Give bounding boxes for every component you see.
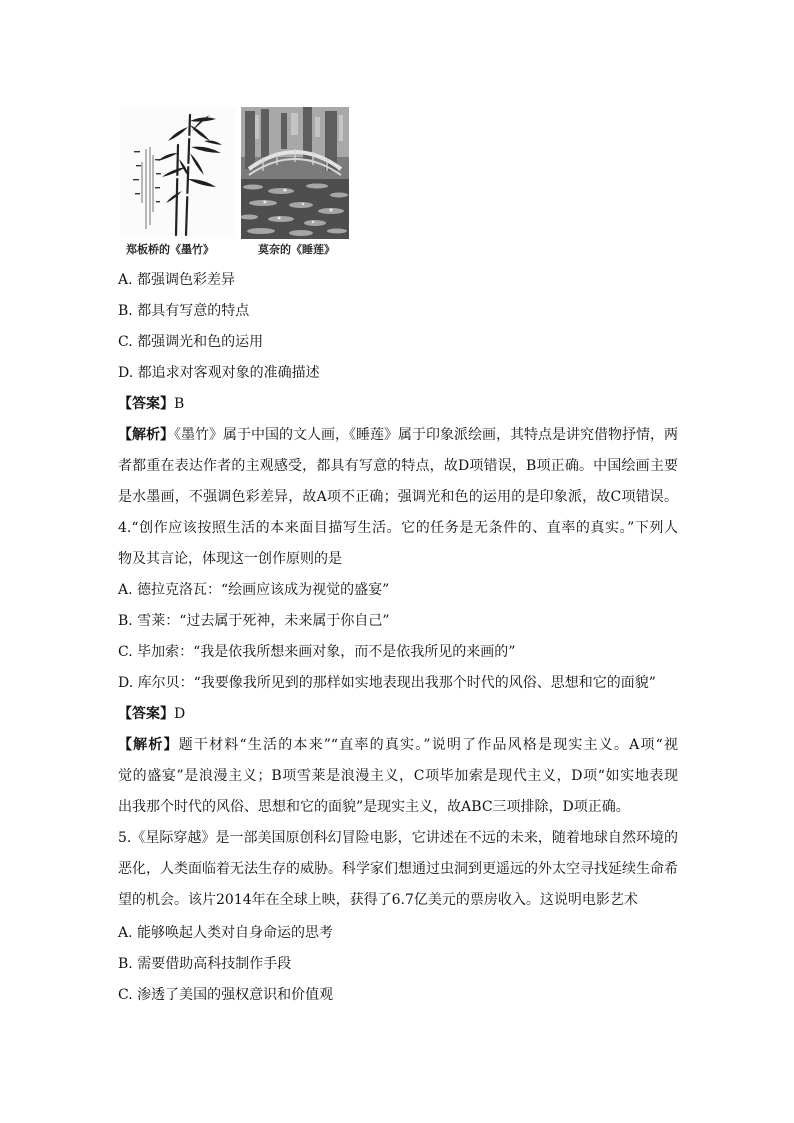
analysis-tag: 【解析】: [118, 737, 179, 753]
bamboo-caption: 郑板桥的《墨竹》: [126, 243, 214, 256]
ink-bamboo-painting-image: [120, 107, 236, 239]
q5-stem-line-1: 5.《星际穿越》是一部美国原创科幻冒险电影，它讲述在不远的未来，随着地球自然环境的: [118, 830, 678, 846]
lilies-caption: 莫奈的《睡莲》: [258, 243, 335, 256]
q3-analysis-line-3: 是水墨画，不强调色彩差异，故A项不正确；强调光和色的运用的是印象派，故C项错误。: [118, 489, 678, 505]
q3-analysis-line-1: 【解析】《墨竹》属于中国的文人画，《睡莲》属于印象派绘画，其特点是讲究借物抒情，两: [118, 427, 678, 443]
q4-answer: [118, 704, 185, 724]
q3-option-b: B. 都具有写意的特点: [118, 303, 250, 319]
water-lilies-painting-image: [241, 107, 349, 239]
answer-tag: 【答案】: [118, 396, 174, 412]
analysis-tag: 【解析】: [118, 427, 174, 443]
q4-option-a: A. 德拉克洛瓦：“绘画应该成为视觉的盛宴”: [118, 582, 390, 598]
q3-option-d: D. 都追求对客观对象的准确描述: [118, 365, 320, 381]
q5-option-c: C. 渗透了美国的强权意识和价值观: [118, 987, 334, 1003]
q5-stem-line-3: 望的机会。该片2014年在全球上映，获得了6.7亿美元的票房收入。这说明电影艺术: [118, 892, 638, 908]
q3-option-a: A. 都强调色彩差异: [118, 272, 236, 288]
q3-analysis-line-2: 者都重在表达作者的主观感受，都具有写意的特点，故D项错误，B项正确。中国绘画主要: [118, 458, 678, 474]
q4-stem-line-2: 物及其言论，体现这一创作原则的是: [118, 551, 342, 567]
q4-analysis-line-1: 【解析】题干材料“生活的本来”“直率的真实。”说明了作品风格是现实主义。A项“视: [118, 737, 678, 753]
q4-stem-line-1: 4.“创作应该按照生活的本来面目描写生活。它的任务是无条件的、直率的真实。”下列人: [118, 520, 678, 536]
answer-tag: 【答案】: [118, 706, 174, 722]
q5-stem-line-2: 恶化，人类面临着无法生存的威胁。科学家们想通过虫洞到更遥远的外太空寻找延续生命希: [118, 861, 678, 877]
q4-analysis-line-3: 出我那个时代的风俗、思想和它的面貌”是现实主义，故ABC三项排除，D项正确。: [118, 799, 630, 815]
q3-answer-value: B: [174, 396, 185, 412]
q3-answer: [118, 394, 184, 414]
q4-answer-value: D: [174, 706, 186, 722]
q4-option-b: B. 雪莱：“过去属于死神，未来属于你自己”: [118, 613, 390, 629]
q4-analysis-line-2: 觉的盛宴”是浪漫主义；B项雪莱是浪漫主义，C项毕加索是现代主义，D项“如实地表现: [118, 768, 678, 784]
q4-option-d: D. 库尔贝：“我要像我所见到的那样如实地表现出我那个时代的风俗、思想和它的面貌”: [118, 675, 656, 691]
q4-option-c: C. 毕加索：“我是依我所想来画对象，而不是依我所见的来画的”: [118, 644, 516, 660]
q3-option-c: C. 都强调光和色的运用: [118, 334, 264, 350]
q5-option-b: B. 需要借助高科技制作手段: [118, 956, 292, 972]
painting-figure: [120, 107, 352, 259]
q5-option-a: A. 能够唤起人类对自身命运的思考: [118, 925, 334, 941]
